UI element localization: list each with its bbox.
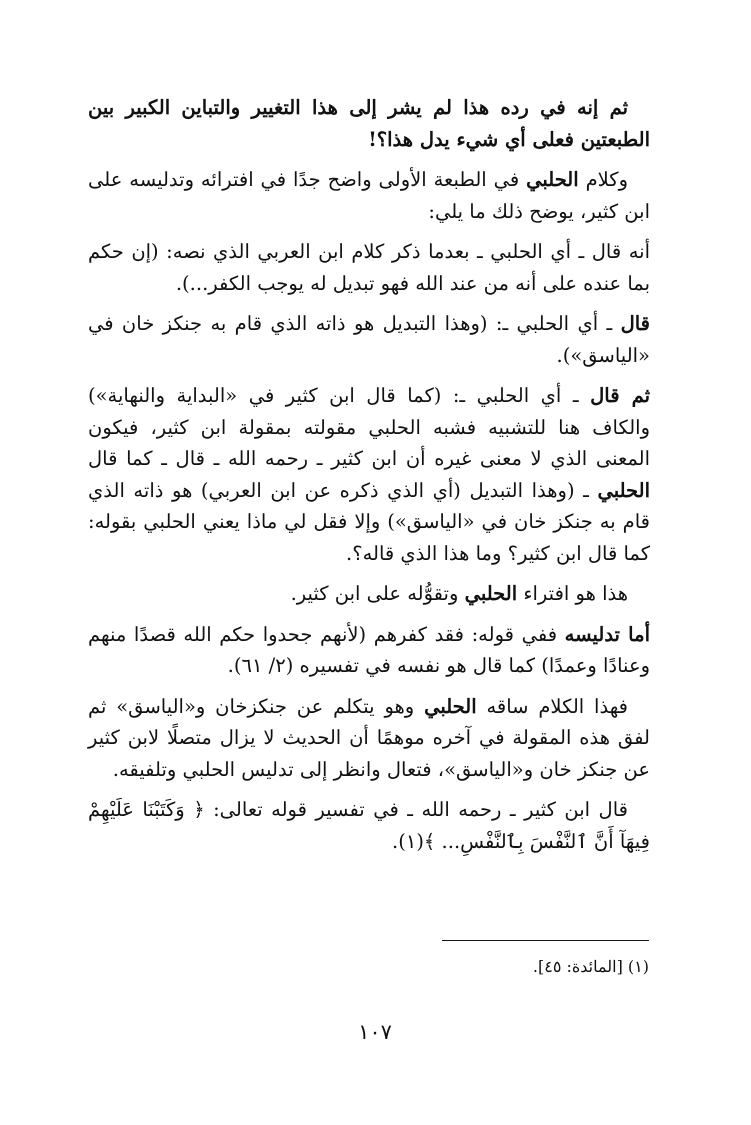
text-run: في الطبعة الأولى واضح جدًا في افترائه وتدليسه على ابن كثير، يوضح ذلك ما يلي: [88,168,650,223]
text-run: ـ أي الحلبي ـ: (وهذا التبديل هو ذاته الذي قام به جنكز خان في «الياسق»). [88,312,650,367]
paragraph [88,794,650,857]
bold-text: أما تدليسه [564,622,650,646]
paragraph [88,619,650,682]
bold-text: ثم قال [590,384,651,407]
paragraph [88,691,650,786]
paragraph [88,308,650,371]
bold-text: ثم إنه في رده هذا لم يشر إلى هذا التغيير والتباين الكبير بين الطبعتين فعلى أي شيء يدل هذا؟! [88,96,650,151]
text-run: وتقوُّله على ابن كثير. [290,582,465,605]
text-run: قال ابن كثير ـ رحمه الله ـ في تفسير قوله تعالى: ﴿ وَكَتَبْنَا عَلَيْهِمْ فِيهَآ أَنَّ ٱلنَّفْسَ بِٱلنَّفْسِ... ﴾(١). [88,798,650,853]
footnote-divider [442,940,649,941]
paragraph [88,164,650,227]
paragraph [88,380,650,569]
paragraph [88,92,650,155]
text-run: فهذا الكلام ساقه [476,694,629,718]
paragraph [88,236,650,299]
text-run: أنه قال ـ أي الحلبي ـ بعدما ذكر كلام ابن العربي الذي نصه: (إن حكم بما عنده على أنه من عند الله فهو تبديل له يوجب الكفر...). [88,240,650,295]
bold-text: الحلبي [424,694,477,718]
text-run: ـ (وهذا التبديل (أي الذي ذكره عن ابن العربي) هو ذاته الذي قام به جنكز خان في «الياسق») وإلا فقل لي ماذا يعني الحلبي بقوله: كما قال ابن كثير؟ وما هذا الذي قاله؟. [88,478,650,565]
bold-text: قال [620,312,650,335]
text-run: ففي قوله: فقد كفرهم (لأنهم جحدوا حكم الله قصدًا منهم وعنادًا وعمدًا) كما قال هو نفسه في تفسيره (٢/ ٦١). [88,622,650,677]
body-text [88,92,650,866]
text-run: وهو يتكلم عن جنكزخان و«الياسق» ثم لفق هذه المقولة في آخره موهمًا أن الحديث لا يزال متصلًا لابن كثير عن جنكز خان و«الياسق»، فتعال وانظر إلى تدليس الحلبي وتلفيقه. [88,694,650,781]
paragraph [88,578,650,610]
text-run: هذا هو افتراء [517,582,628,605]
page-number: ١٠٧ [358,1020,392,1044]
bold-text: الحلبي [526,168,579,191]
footnote: (١) [المائدة: ٤٥]. [532,957,649,976]
bold-text: الحلبي [464,582,518,605]
text-run: ـ أي الحلبي ـ: (كما قال ابن كثير في «البداية والنهاية») والكاف هنا للتشبيه فشبه الحلبي مقولته بمقولة ابن كثير، فيكون المعنى الذي لا معنى غيره أن ابن كثير ـ رحمه الله ـ قال ـ كما قال [88,384,650,470]
text-run: وكلام [578,168,628,191]
bold-text: الحلبي [597,478,650,502]
